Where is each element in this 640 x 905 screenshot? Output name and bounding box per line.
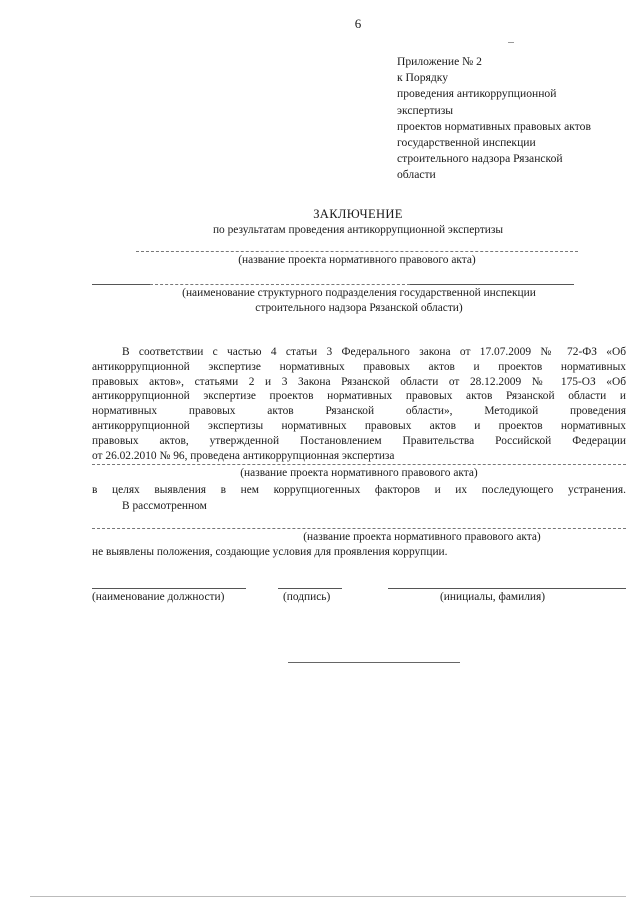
division-blank-line-left <box>92 284 150 285</box>
act-name-caption-3: (название проекта нормативного правового акта) <box>303 531 541 543</box>
paragraph-line: правовых актов, утвержденной Постановлением Правительства Российской Федерации <box>92 434 626 447</box>
page-number: 6 <box>354 16 362 31</box>
position-blank-line <box>92 588 246 589</box>
signature-blank-line <box>278 588 342 589</box>
act-name-blank-line-2 <box>92 464 626 465</box>
paragraph-line: от 26.02.2010 № 96, проведена антикоррупционная экспертиза <box>92 449 395 462</box>
division-blank-line <box>150 284 410 285</box>
appendix-line: строительного надзора Рязанской <box>397 152 563 166</box>
division-caption-line: (наименование структурного подразделения государственной инспекции <box>182 287 536 299</box>
position-caption: (наименование должности) <box>92 591 225 603</box>
appendix-header <box>397 54 591 184</box>
appendix-line: к Порядку <box>397 71 448 85</box>
paragraph-line: антикоррупционной экспертизе проектов нормативных правовых актов Рязанской области и <box>92 390 626 403</box>
division-caption-line: строительного надзора Рязанской области) <box>255 302 463 314</box>
act-name-blank-line-3 <box>92 528 626 529</box>
appendix-line: Приложение № 2 <box>397 55 482 68</box>
paragraph-line: антикоррупционной экспертизы нормативных правовых актов и проектов нормативных <box>92 419 626 432</box>
scan-edge-line <box>30 896 626 897</box>
act-name-caption: (название проекта нормативного правового акта) <box>238 254 476 266</box>
closing-separator-line <box>288 662 460 663</box>
paragraph-line: правовых актов», статьями 2 и 3 Закона Рязанской области от 28.12.2009 № 175-ОЗ «Об <box>92 375 626 388</box>
appendix-line: экспертизы <box>397 103 454 117</box>
paragraph-line: антикоррупционной экспертизе нормативных правовых актов и проектов нормативных <box>92 360 626 373</box>
paragraph-line: В соответствии с частью 4 статьи 3 Федерального закона от 17.07.2009 № 72-ФЗ «Об <box>122 346 626 358</box>
division-caption <box>92 286 626 316</box>
appendix-line: области <box>397 168 436 182</box>
appendix-line: государственной инспекции <box>397 136 536 150</box>
name-caption: (инициалы, фамилия) <box>440 591 546 603</box>
act-name-blank-line <box>136 251 578 252</box>
document-subtitle: по результатам проведения антикоррупционной экспертизы <box>212 224 504 236</box>
signature-caption: (подпись) <box>283 591 331 603</box>
conclusion-line: не выявлены положения, создающие условия для проявления коррупции. <box>92 546 448 558</box>
act-name-caption-2: (название проекта нормативного правового акта) <box>240 467 478 479</box>
scan-mark <box>508 42 514 43</box>
document-title: ЗАКЛЮЧЕНИЕ <box>313 207 403 221</box>
name-blank-line <box>388 588 626 589</box>
appendix-line: проведения антикоррупционной <box>397 87 557 101</box>
considered-label: В рассмотренном <box>122 500 207 512</box>
paragraph-line: нормативных правовых актов Рязанской области», Методикой проведения <box>92 405 626 418</box>
appendix-line: проектов нормативных правовых актов <box>397 119 591 133</box>
main-paragraph <box>92 345 626 463</box>
division-blank-line-right <box>410 284 574 285</box>
purpose-line: в целях выявления в нем коррупциогенных факторов и их последующего устранения. <box>92 484 626 496</box>
